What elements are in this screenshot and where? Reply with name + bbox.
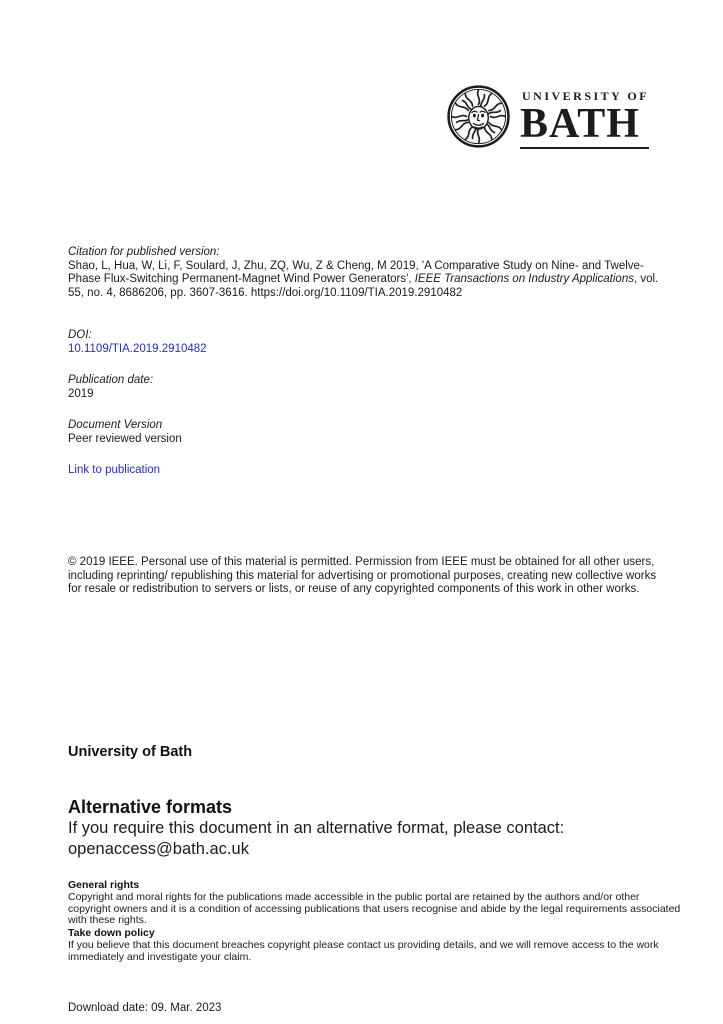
logo-university-of-text: UNIVERSITY OF — [522, 89, 650, 103]
doi-link[interactable]: 10.1109/TIA.2019.2910482 — [68, 342, 207, 355]
publication-date-label: Publication date: — [68, 374, 154, 386]
general-rights-heading: General rights — [68, 879, 140, 891]
link-to-publication[interactable]: Link to publication — [68, 464, 161, 476]
download-date: Download date: 09. Mar. 2023 — [68, 1002, 222, 1014]
take-down-policy-text: If you believe that this document breaches copyright please contact us providing details, and we will remove access to the work immediately and investigate your claim. — [68, 938, 659, 963]
take-down-policy-section — [68, 928, 682, 963]
publication-date-section — [68, 374, 468, 401]
copyright-notice: © 2019 IEEE. Personal use of this material is permitted. Permission from IEEE must be obtained for all other users, including reprinting/ republishing this material for advertising or promotional purposes, creating new collective works for resale or redistribution to servers or lists, or reuse of any copyrighted components of this work in other works. — [68, 556, 657, 595]
citation-section — [68, 246, 664, 300]
citation-text-after-journal: , vol. 55, no. 4, 8686206, pp. 3607-3616. https://doi.org/10.1109/TIA.2019.2910482 — [68, 273, 659, 299]
citation-journal-name: IEEE Transactions on Industry Applications — [414, 273, 634, 285]
citation-label: Citation for published version: — [68, 246, 220, 258]
link-to-publication-section — [68, 464, 468, 478]
citation-text-before-journal: Shao, L, Hua, W, Li, F, Soulard, J, Zhu, ZQ, Wu, Z & Cheng, M 2019, 'A Comparative Study on Nine- and Twelve-Phase Flux-Switching Permanent-Magnet Wind Power Generators', — [68, 259, 644, 285]
doi-section — [68, 329, 468, 356]
document-version-label: Document Version — [68, 419, 163, 431]
publication-date-value: 2019 — [68, 387, 94, 400]
university-of-bath-logo — [447, 85, 649, 149]
bath-wordmark — [520, 85, 649, 149]
document-version-section — [68, 419, 468, 446]
logo-bath-text: BATH — [520, 101, 640, 147]
citation-text — [68, 260, 664, 301]
university-of-bath-heading: University of Bath — [68, 744, 193, 760]
general-rights-text: Copyright and moral rights for the publications made accessible in the public portal are retained by the authors and/or other copyright owners and it is a condition of accessing publications that users recognise and abide by the legal requirements associated with these rights. — [68, 890, 681, 927]
document-version-value: Peer reviewed version — [68, 432, 182, 445]
open-access-email: openaccess@bath.ac.uk — [68, 839, 249, 858]
alternative-formats-text: If you require this document in an alternative format, please contact: — [68, 819, 565, 837]
take-down-policy-heading: Take down policy — [68, 927, 155, 939]
bath-emblem-icon — [447, 85, 510, 148]
alternative-formats-heading: Alternative formats — [68, 797, 233, 817]
alternative-formats-section — [68, 797, 678, 859]
general-rights-section — [68, 880, 682, 927]
doi-label: DOI: — [68, 329, 92, 341]
